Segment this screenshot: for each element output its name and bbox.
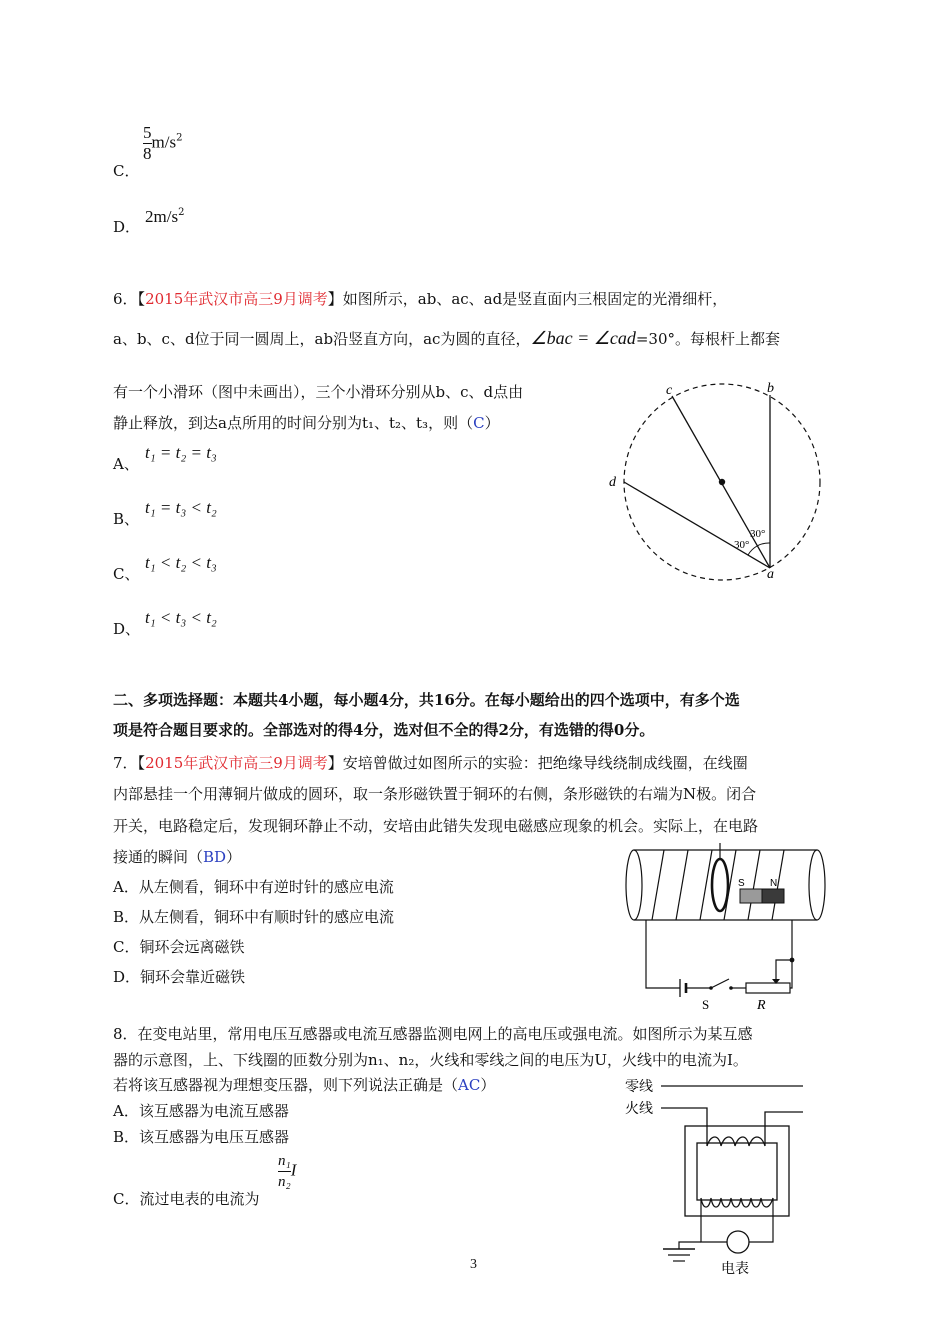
switch-label: S [702,997,710,1012]
q8-c-denominator: n₂ [278,1174,291,1190]
q7-option-c [113,936,245,957]
lower-coil [701,1198,773,1207]
q8-option-c-text: 流过电表的电流为 [139,1190,260,1208]
q8-option-b-label: B． [113,1128,140,1146]
q7-option-b-text: 从左侧看，铜环中有顺时针的感应电流 [139,908,395,926]
angle-arc-1 [757,543,770,546]
q8-text-3-close: ） [480,1076,496,1094]
q7-option-a-label: A． [113,878,139,896]
q6-text-4-close: ） [484,414,500,432]
page-number: 3 [470,1257,477,1272]
label-d: d [609,475,616,490]
q5-option-d-value [145,207,184,227]
angle-label-1: 30° [750,528,766,540]
label-c: c [666,383,673,398]
q5-d-exp: 2 [178,207,185,218]
q8-option-b [113,1126,289,1147]
q5-c-numerator: 5 [143,123,152,142]
q7-line-2: 内部悬挂一个用薄铜片做成的圆环，取一条形磁铁置于铜环的右侧，条形磁铁的右端为N极。闭合 [113,785,757,803]
q8-option-a-text: 该互感器为电流互感器 [138,1102,289,1120]
magnet-s-label: S [738,878,745,889]
q7-number: 7． [113,754,138,772]
q7-src-close: 】 [327,754,343,772]
meter-label: 电表 [721,1261,749,1277]
live-line-in [661,1108,707,1146]
q7-option-d-text: 铜环会靠近磁铁 [140,968,246,986]
q6-text-2-tail: =30°。每根杆上都套 [635,330,781,348]
q6-answer: C [473,414,485,432]
q6-src-close: 】 [327,290,343,308]
neutral-line-label: 零线 [625,1079,653,1095]
q7-text-1: 安培曾做过如图所示的实验：把绝缘导线绕制成线圈，在线圈 [342,754,748,772]
magnet-n-label: N [770,878,778,889]
q6-option-a-expr: t₁ = t₂ = t₃ [145,443,217,462]
q6-number: 6． [113,290,138,308]
q8-c-numerator: n₁ [278,1153,291,1169]
section2-line-1: 二、多项选择题：本题共4小题，每小题4分，共16分。在每小题给出的四个选项中，有多个选 [113,691,740,709]
q6-line-4 [113,412,500,433]
q6-option-c-expr: t₁ < t₂ < t₃ [145,553,217,572]
meter-circle [727,1231,749,1253]
q7-option-c-text: 铜环会远离磁铁 [139,938,245,956]
q7-text-4-close: ） [226,848,242,866]
q8-c-var: I [290,1160,297,1180]
q6-option-b-expr: t₁ = t₃ < t₂ [145,498,217,517]
copper-ring [712,859,728,911]
q7-text-4: 接通的瞬间（ [113,848,204,866]
q5-option-c-label: C． [113,162,140,180]
q7-option-a [113,876,394,897]
q8-answer: AC [458,1076,481,1094]
cylinder-right-end [809,850,825,920]
q7-line-4 [113,846,241,867]
q8-line-1: 8．在变电站里，常用电压互感器或电流互感器监测电网上的高电压或强电流。如图所示为某互感 [113,1025,753,1043]
circuit-wires [646,920,792,988]
label-a: a [767,567,774,582]
q8-option-c [113,1188,260,1209]
q7-option-a-text: 从左侧看，铜环中有逆时针的感应电流 [138,878,394,896]
q8-c-fraction [278,1152,291,1191]
rod-ad [624,482,770,568]
rheostat-label: R [757,998,766,1013]
q6-option-c-label: C、 [113,565,140,583]
q7-option-d-label: D． [113,968,141,986]
q6-line-2 [113,328,780,349]
label-b: b [767,381,774,396]
q7-option-c-label: C． [113,938,140,956]
q6-text-4: 静止释放，到达a点所用的时间分别为t₁、t₂、t₃，则（ [113,414,474,432]
q8-line-3 [113,1074,495,1095]
q6-src-open: 【 [137,290,146,308]
q7-option-d [113,966,245,987]
upper-coil [707,1137,765,1146]
q7-src-open: 【 [137,754,146,772]
q7-line-1 [113,752,748,773]
q5-c-denominator: 8 [143,144,152,163]
q5-c-exp: 2 [176,132,183,144]
q8-option-c-label: C． [113,1190,140,1208]
q7-source: 2015年武汉市高三9月调考 [145,754,328,772]
q8-option-a-label: A． [113,1102,139,1120]
q8-text-3: 若将该互感器视为理想变压器，则下列说法正确是（ [113,1076,459,1094]
q8-option-a [113,1100,289,1121]
q7-option-b-label: B． [113,908,140,926]
rheostat [746,983,790,993]
q6-option-d-label: D、 [113,620,141,638]
section2-line-2: 项是符合题目要求的。全部选对的得4分，选对但不全的得2分，有选错的得0分。 [113,721,655,739]
q5-c-fraction [143,124,152,163]
q5-option-d-label: D． [113,218,141,236]
q5-option-c-value [143,124,182,163]
switch-lever [711,979,729,988]
angle-label-2: 30° [734,539,750,551]
q6-text-2: a、b、c、d位于同一圆周上，ab沿竖直方向，ac为圆的直径， [113,330,531,348]
transformer-core-inner [697,1143,777,1200]
q8-option-b-text: 该互感器为电压互感器 [139,1128,290,1146]
q6-text-1: 如图所示，ab、ac、ad是竖直面内三根固定的光滑细杆， [342,290,728,308]
live-line-out [765,1112,803,1146]
magnet-s-half [740,889,762,903]
q6-option-a-label: A、 [113,455,139,473]
q6-option-d-expr: t₁ < t₃ < t₂ [145,608,217,627]
magnet-n-half [762,889,784,903]
q6-angle-expr: ∠bac = ∠cad [530,328,636,348]
cylinder-left-end [626,850,642,920]
q8-transformer-figure [615,1076,815,1281]
q7-answer: BD [203,848,227,866]
q7-option-b [113,906,394,927]
q8-line-2: 器的示意图，上、下线圈的匝数分别为n₁、n₂，火线和零线之间的电压为U，火线中的电流为I。 [113,1051,748,1069]
q7-line-3: 开关，电路稳定后，发现铜环静止不动，安培由此错失发现电磁感应现象的机会。实际上，在电路 [113,817,759,835]
q6-line-1 [113,288,727,309]
circle-center-dot [719,479,725,485]
live-line-label: 火线 [625,1101,653,1117]
q6-option-b-label: B、 [113,510,140,528]
q5-d-val: 2m/s [145,207,179,226]
q5-c-unit: m/s [151,132,177,152]
q8-option-c-expr [278,1152,296,1191]
q7-solenoid-figure [620,838,835,1013]
q6-circle-figure [600,370,840,590]
q6-line-3: 有一个小滑环（图中未画出），三个小滑环分别从b、c、d点由 [113,383,524,401]
q6-source: 2015年武汉市高三9月调考 [145,290,328,308]
